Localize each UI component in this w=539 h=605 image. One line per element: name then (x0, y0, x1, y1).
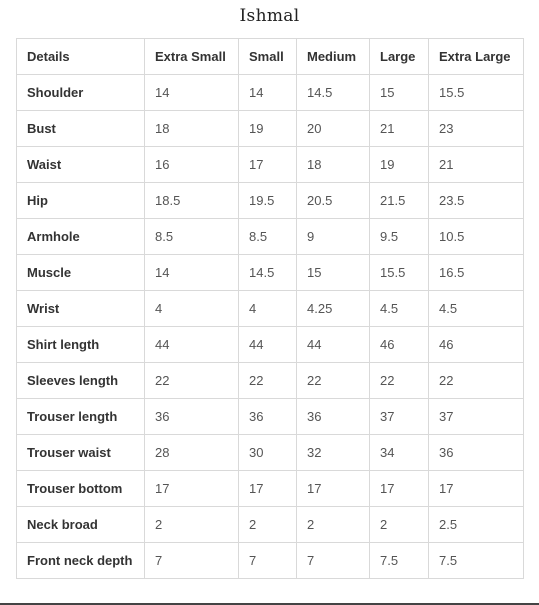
row-label: Trouser waist (17, 435, 145, 471)
row-label: Hip (17, 183, 145, 219)
table-row (17, 507, 524, 543)
size-value-cell: 14.5 (239, 255, 297, 291)
size-value-cell: 4.5 (370, 291, 429, 327)
size-value-cell: 36 (297, 399, 370, 435)
size-value-cell: 46 (370, 327, 429, 363)
size-value-cell: 17 (370, 471, 429, 507)
size-value-cell: 22 (370, 363, 429, 399)
size-value-cell: 15.5 (429, 75, 524, 111)
size-value-cell: 2 (145, 507, 239, 543)
size-value-cell: 32 (297, 435, 370, 471)
table-row (17, 291, 524, 327)
row-label: Trouser length (17, 399, 145, 435)
size-value-cell: 37 (370, 399, 429, 435)
table-row (17, 399, 524, 435)
row-label: Sleeves length (17, 363, 145, 399)
size-value-cell: 4.5 (429, 291, 524, 327)
size-value-cell: 37 (429, 399, 524, 435)
size-value-cell: 22 (429, 363, 524, 399)
size-value-cell: 44 (297, 327, 370, 363)
size-value-cell: 20 (297, 111, 370, 147)
size-value-cell: 2.5 (429, 507, 524, 543)
size-value-cell: 22 (297, 363, 370, 399)
size-chart-table (16, 38, 524, 579)
size-value-cell: 22 (145, 363, 239, 399)
column-header-details: Details (17, 39, 145, 75)
table-row (17, 327, 524, 363)
size-value-cell: 9 (297, 219, 370, 255)
row-label: Trouser bottom (17, 471, 145, 507)
size-value-cell: 14 (239, 75, 297, 111)
size-value-cell: 7.5 (370, 543, 429, 579)
size-value-cell: 46 (429, 327, 524, 363)
row-label: Neck broad (17, 507, 145, 543)
size-value-cell: 30 (239, 435, 297, 471)
size-value-cell: 8.5 (239, 219, 297, 255)
size-value-cell: 36 (429, 435, 524, 471)
size-value-cell: 19 (239, 111, 297, 147)
size-value-cell: 4 (145, 291, 239, 327)
row-label: Wrist (17, 291, 145, 327)
row-label: Muscle (17, 255, 145, 291)
size-value-cell: 18.5 (145, 183, 239, 219)
size-value-cell: 7 (145, 543, 239, 579)
row-label: Bust (17, 111, 145, 147)
row-label: Shoulder (17, 75, 145, 111)
size-value-cell: 4 (239, 291, 297, 327)
size-value-cell: 44 (239, 327, 297, 363)
size-value-cell: 34 (370, 435, 429, 471)
size-value-cell: 15 (370, 75, 429, 111)
size-value-cell: 18 (145, 111, 239, 147)
row-label: Armhole (17, 219, 145, 255)
table-row (17, 471, 524, 507)
column-header-extra-large: Extra Large (429, 39, 524, 75)
table-row (17, 363, 524, 399)
size-value-cell: 19.5 (239, 183, 297, 219)
row-label: Shirt length (17, 327, 145, 363)
column-header-small: Small (239, 39, 297, 75)
size-value-cell: 21 (429, 147, 524, 183)
size-value-cell: 21 (370, 111, 429, 147)
size-value-cell: 18 (297, 147, 370, 183)
page-title: Ishmal (239, 6, 300, 26)
size-value-cell: 7.5 (429, 543, 524, 579)
size-value-cell: 19 (370, 147, 429, 183)
size-value-cell: 10.5 (429, 219, 524, 255)
size-value-cell: 20.5 (297, 183, 370, 219)
size-value-cell: 15.5 (370, 255, 429, 291)
table-row (17, 219, 524, 255)
size-value-cell: 14.5 (297, 75, 370, 111)
size-value-cell: 17 (239, 147, 297, 183)
size-value-cell: 22 (239, 363, 297, 399)
size-value-cell: 2 (297, 507, 370, 543)
size-value-cell: 23 (429, 111, 524, 147)
table-body (17, 75, 524, 579)
size-value-cell: 17 (297, 471, 370, 507)
size-value-cell: 28 (145, 435, 239, 471)
table-row (17, 111, 524, 147)
table-row (17, 255, 524, 291)
size-value-cell: 23.5 (429, 183, 524, 219)
column-header-large: Large (370, 39, 429, 75)
header-row (17, 39, 524, 75)
size-value-cell: 17 (429, 471, 524, 507)
size-value-cell: 9.5 (370, 219, 429, 255)
size-value-cell: 44 (145, 327, 239, 363)
table-row (17, 183, 524, 219)
size-value-cell: 2 (239, 507, 297, 543)
size-value-cell: 14 (145, 255, 239, 291)
size-value-cell: 8.5 (145, 219, 239, 255)
size-value-cell: 15 (297, 255, 370, 291)
table-row (17, 147, 524, 183)
size-value-cell: 36 (239, 399, 297, 435)
size-value-cell: 14 (145, 75, 239, 111)
column-header-medium: Medium (297, 39, 370, 75)
row-label: Waist (17, 147, 145, 183)
size-value-cell: 4.25 (297, 291, 370, 327)
size-value-cell: 7 (297, 543, 370, 579)
size-value-cell: 17 (145, 471, 239, 507)
size-value-cell: 16 (145, 147, 239, 183)
size-value-cell: 7 (239, 543, 297, 579)
column-header-extra-small: Extra Small (145, 39, 239, 75)
table-row (17, 75, 524, 111)
size-value-cell: 21.5 (370, 183, 429, 219)
size-value-cell: 17 (239, 471, 297, 507)
row-label: Front neck depth (17, 543, 145, 579)
size-value-cell: 2 (370, 507, 429, 543)
table-row (17, 543, 524, 579)
size-value-cell: 16.5 (429, 255, 524, 291)
size-value-cell: 36 (145, 399, 239, 435)
table-row (17, 435, 524, 471)
